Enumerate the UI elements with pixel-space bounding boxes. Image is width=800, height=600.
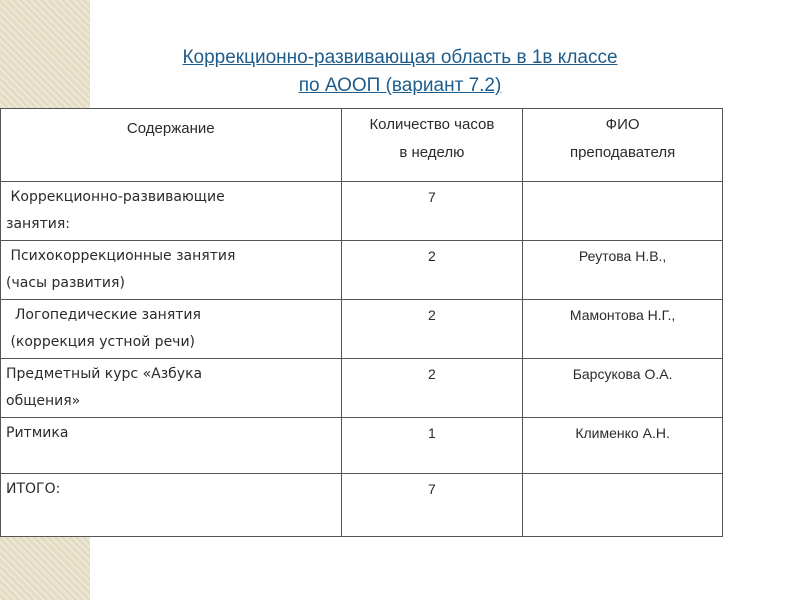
table-row xyxy=(1,241,723,300)
row-content-line-2: (часы развития) xyxy=(6,275,125,291)
row-hours-cell: 7 xyxy=(341,474,523,537)
table-row xyxy=(1,359,723,418)
row-content-cell xyxy=(1,182,342,241)
header-teacher-line-1: ФИО xyxy=(605,116,640,133)
row-teacher-cell xyxy=(523,474,723,537)
row-content-cell xyxy=(1,418,342,474)
table-row xyxy=(1,182,723,241)
table-row-total xyxy=(1,474,723,537)
row-content-line-1: Предметный курс «Азбука xyxy=(6,366,203,382)
row-content-line-2: (коррекция устной речи) xyxy=(6,334,196,350)
slide-title xyxy=(90,44,710,100)
row-content-line-1: Логопедические занятия xyxy=(6,307,201,323)
table-header-row xyxy=(1,109,723,182)
row-teacher-cell: Барсукова О.А. xyxy=(523,359,723,418)
row-content-cell xyxy=(1,474,342,537)
row-hours-cell: 2 xyxy=(341,359,523,418)
table-row xyxy=(1,418,723,474)
row-hours-cell: 2 xyxy=(341,241,523,300)
header-hours-line-2: в неделю xyxy=(399,144,465,161)
slide-title-line-2: по АООП (вариант 7.2) xyxy=(298,75,502,96)
header-teacher xyxy=(523,109,723,182)
row-content-line-1: Коррекционно-развивающие xyxy=(6,189,225,205)
row-hours-cell: 2 xyxy=(341,300,523,359)
row-teacher-cell: Мамонтова Н.Г., xyxy=(523,300,723,359)
row-hours-cell: 1 xyxy=(341,418,523,474)
header-content xyxy=(1,109,342,182)
row-content-cell xyxy=(1,359,342,418)
slide-title-line-1: Коррекционно-развивающая область в 1в классе xyxy=(182,47,618,68)
row-content-line-2: занятия: xyxy=(6,216,70,232)
row-hours-cell: 7 xyxy=(341,182,523,241)
row-teacher-cell: Реутова Н.В., xyxy=(523,241,723,300)
row-teacher-cell xyxy=(523,182,723,241)
row-content-cell xyxy=(1,241,342,300)
row-content-line-1: Психокоррекционные занятия xyxy=(6,248,236,264)
header-hours-line-1: Количество часов xyxy=(369,116,495,133)
header-hours xyxy=(341,109,523,182)
hours-table xyxy=(0,108,723,537)
table-row xyxy=(1,300,723,359)
row-content-cell xyxy=(1,300,342,359)
row-content-line-2: общения» xyxy=(6,393,81,409)
row-content-line-1: Ритмика xyxy=(6,425,69,441)
header-teacher-line-2: преподавателя xyxy=(569,144,676,161)
row-teacher-cell: Клименко А.Н. xyxy=(523,418,723,474)
header-content-label: Содержание xyxy=(126,120,215,137)
row-content-line-1: ИТОГО: xyxy=(6,481,61,497)
